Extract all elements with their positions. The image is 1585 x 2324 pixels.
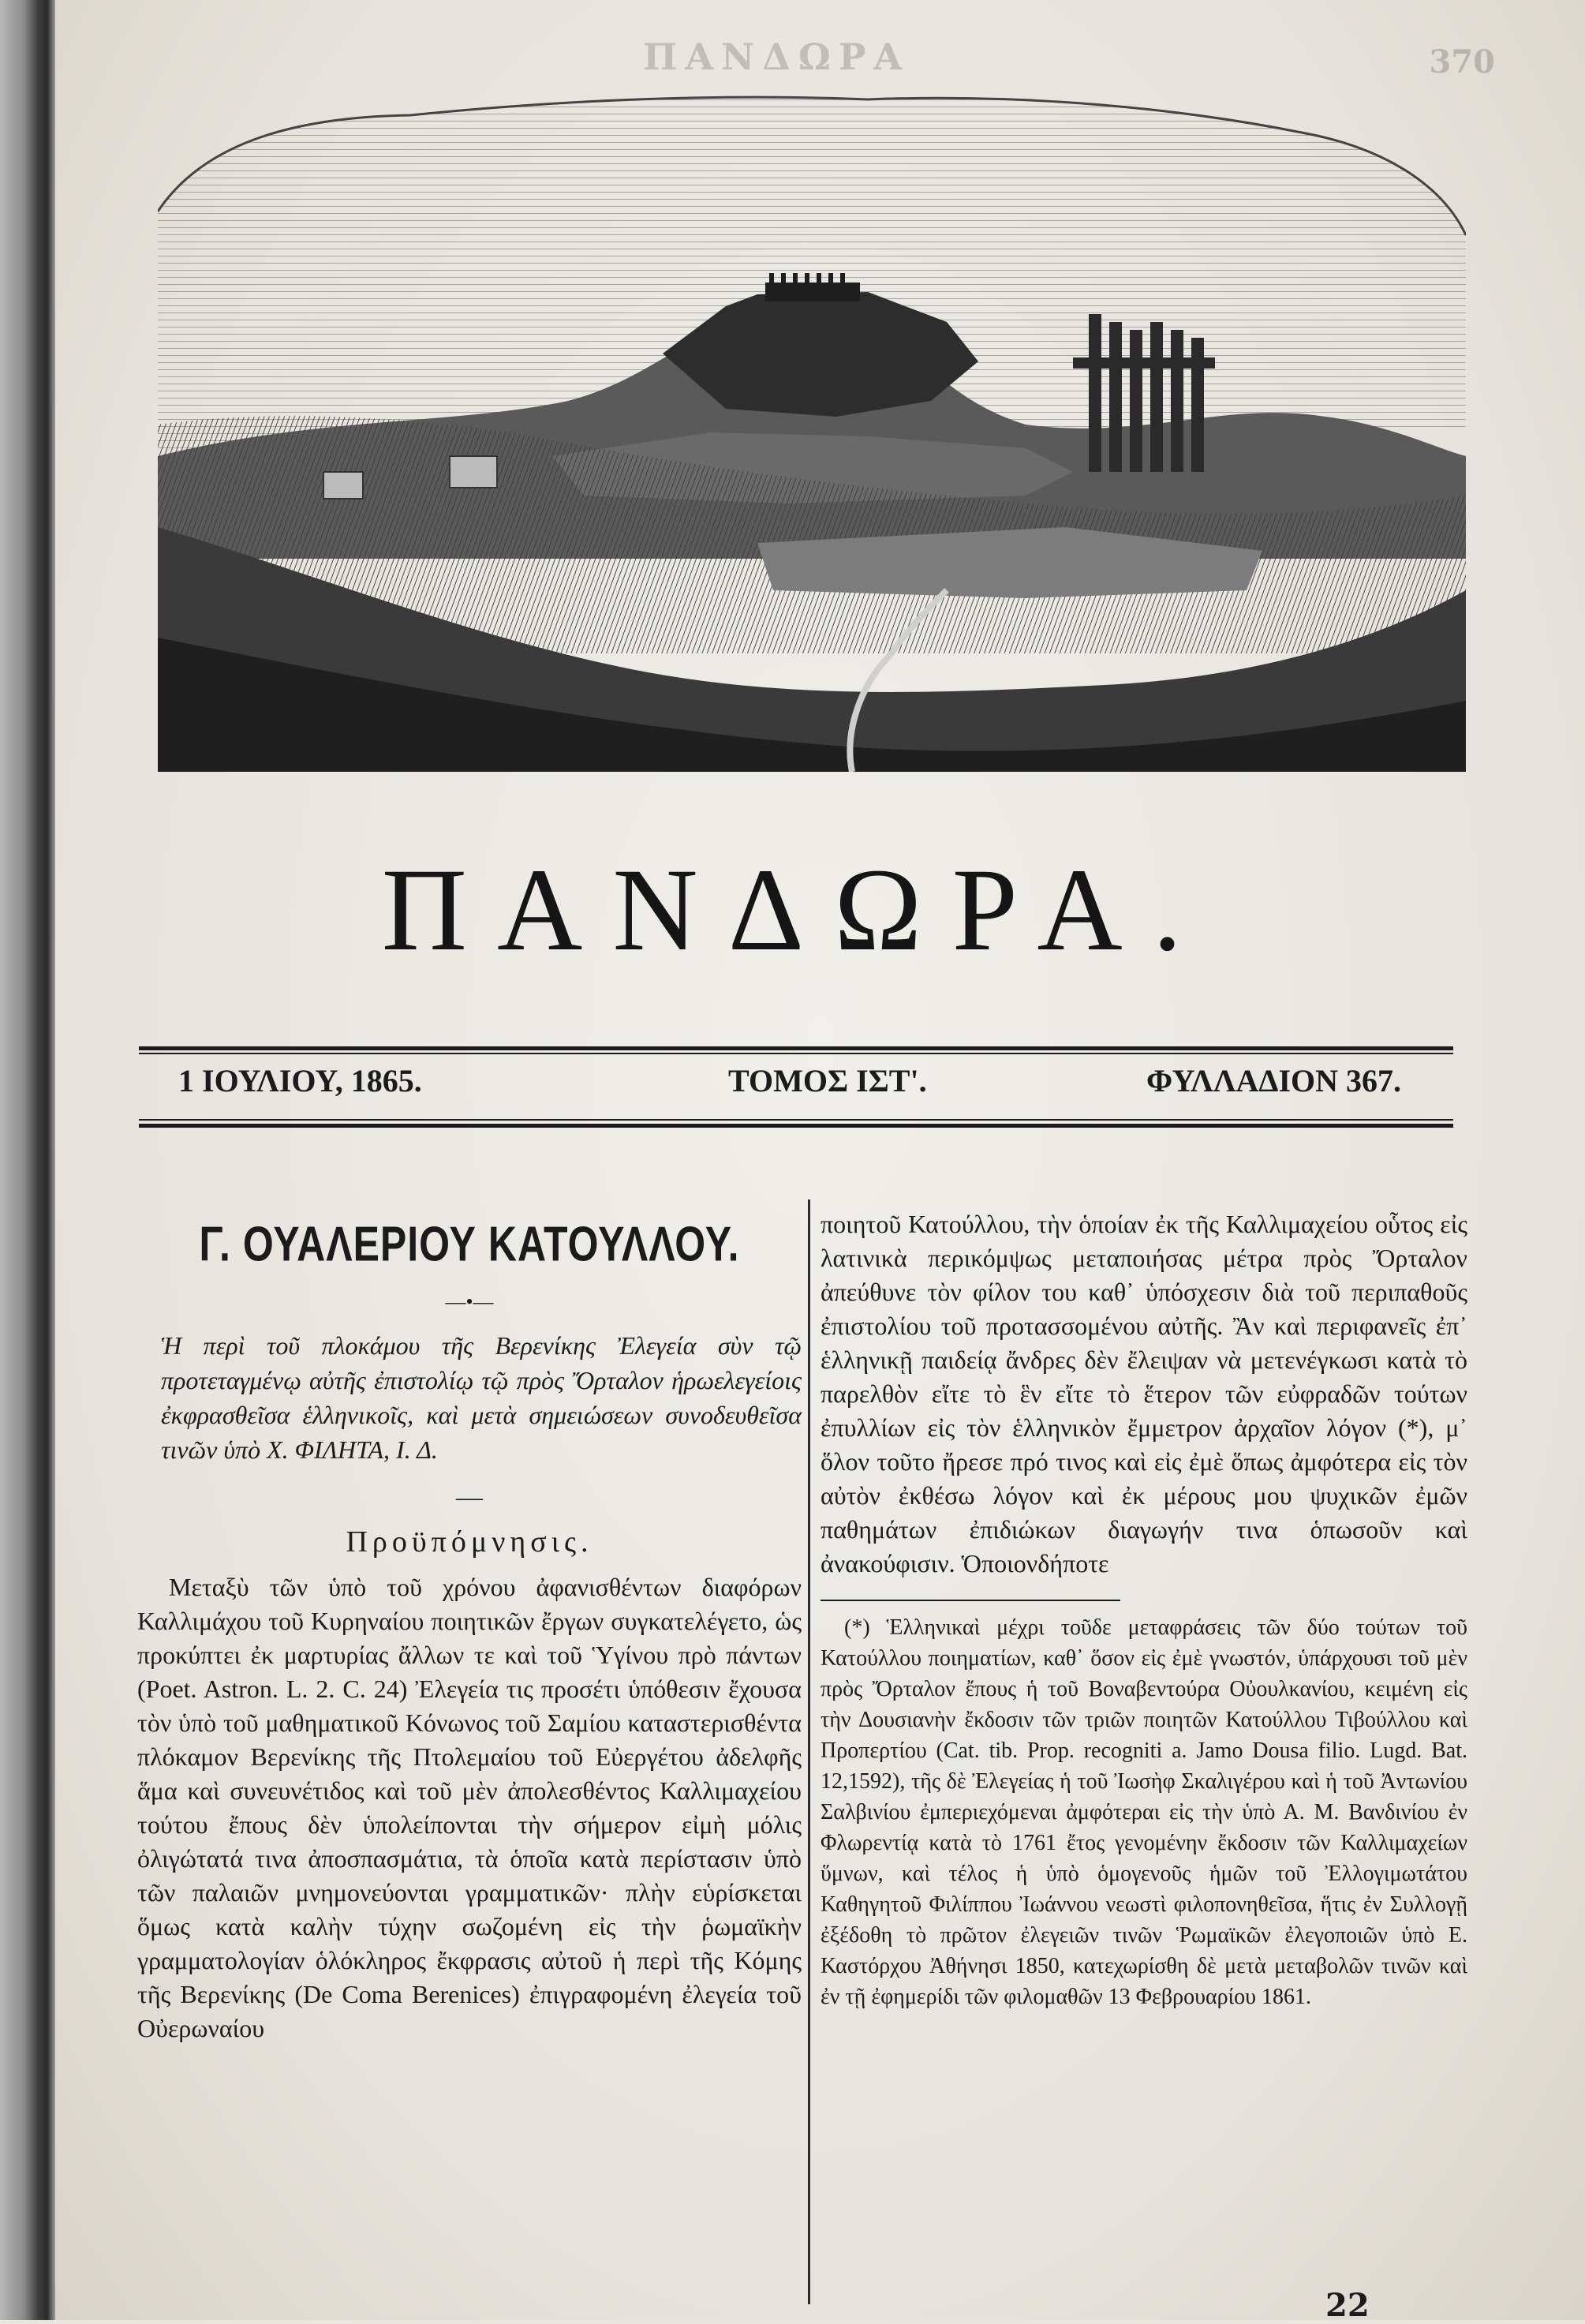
running-head-bleedthrough: ΠΑΝΔΩΡΑ — [643, 36, 910, 78]
article-left-column — [137, 1207, 802, 2045]
title-ornament-icon: —•— — [445, 1290, 494, 1313]
section-heading: Προϋπόμνησις. — [346, 1525, 593, 1559]
section-dash: — — [456, 1483, 483, 1512]
issue-date: 1 ΙΟΥΛΙΟΥ, 1865. — [178, 1063, 422, 1098]
acropolis-landscape-engraving — [158, 85, 1466, 772]
header-rule-bottom — [139, 1124, 1453, 1128]
header-rule-top — [139, 1046, 1453, 1050]
engraving-illustration — [158, 85, 1466, 772]
issue-volume: ΤΟΜΟΣ ΙΣΤ'. — [728, 1063, 927, 1098]
header-rule-bottom-thin — [139, 1119, 1453, 1121]
article-subtitle: Ἡ περὶ τοῦ πλοκάμου τῆς Βερενίκης Ἐλεγεία σὺν τῷ προτεταγμένῳ αὐτῆς ἐπιστολίῳ τῷ πρὸς Ὄρταλον ἡρωελεγείοις ἐκφρασθεῖσα ἑλληνικοῖς, καὶ μετὰ σημειώσεων συνοδευθεῖσα τινῶν ὑπὸ Χ. ΦΙΛΗΤΑ, Ι. Δ. — [161, 1331, 802, 1464]
left-column-body: Μεταξὺ τῶν ὑπὸ τοῦ χρόνου ἀφανισθέντων διαφόρων Καλλιμάχου τοῦ Κυρηναίου ποιητικῶν ἔργων συγκατελέγετο, ὡς προκύπτει ἐκ μαρτυρίας ἄλλων τε καὶ τοῦ Ὑγίνου πρὸ πάντων (Poet. Astron. L. 2. C. 24) Ἐλεγεία τις προσέτι ὑπόθεσιν ἔχουσα τὸν ὑπὸ τοῦ μαθηματικοῦ Κόνωνος τοῦ Σαμίου καταστερισθέντα πλόκαμον Βερενίκης τῆς Πτολεμαίου τοῦ Εὐεργέτου ἀδελφῆς ἅμα καὶ συνευνέτιδος καὶ τοῦ μὲν ἀπολεσθέντος Καλλιμαχείου τούτου ἔπους δὲν ὑπολείπονται τὴν σήμερον εἰμὴ μόλις ὀλιγώτατά τινα ἀποσπασμάτια, τὰ ὁποῖα κατὰ περίστασιν ὑπὸ τῶν παλαιῶν μνημονεύονται γραμματικῶν· πλὴν εὑρίσκεται ὅμως κατὰ καλὴν τύχην σωζομένη εἰς τὴν ῥωμαϊκὴν γραμματολογίαν ὁλόκληρος ἔκφρασις αὐτοῦ ἡ περὶ τῆς Κόμης τῆς Βερενίκης (De Coma Berenices) ἐπιγραφομένη ἐλεγεία τοῦ Οὐερωναίου — [137, 1573, 802, 2042]
article-right-column — [821, 1207, 1467, 2012]
page-number: 370 — [1429, 43, 1495, 80]
footnote: (*) Ἑλληνικαὶ μέχρι τοῦδε μεταφράσεις τῶν δύο τούτων τοῦ Κατούλλου ποιηματίων, καθ᾿ ὅσον εἰς ἐμὲ γνωστόν, ὑπάρχουσι τοῦ μὲν πρὸς Ὄρταλον ἔπους ἡ τοῦ Βοναβεντούρα Οὐουλκανίου, κειμένη εἰς τὴν Δουσιανὴν ἔκδοσιν τῶν τριῶν ποιητῶν Κατούλλου Τιβούλλου καὶ Προπερτίου (Cat. tib. Prop. recogniti a. Jamo Dousa filio. Lugd. Bat. 12,1592), τῆς δὲ Ἐλεγείας ἡ τοῦ Ἰωσὴφ Σκαλιγέρου καὶ ἡ τοῦ Ἀντωνίου Σαλβινίου ἐμπεριεχόμεναι ἀμφότεραι εἰς τὴν ὑπὸ Α. Μ. Βανδινίου ἐν Φλωρεντίᾳ κατὰ τὸ 1761 ἔτος γενομένην ἔκδοσιν τῶν Καλλιμαχείων ὕμνων, καὶ τέλος ἡ ὑπὸ ὁμογενοῦς ἡμῶν τοῦ Ἐλλογιμωτάτου Καθηγητοῦ Φιλίππου Ἰωάννου νεωστὶ φιλοπονηθεῖσα, ἥτις ἐν Συλλογῇ ἐξέδοθη τὸ πρῶτον ἐλεγειῶν τινῶν Ῥωμαϊκῶν ἐλεγοποιῶν ὑπὸ Ε. Καστόρχου Ἀθήνησι 1850, κατεχωρίσθη δὲ μετὰ μεταβολῶν τινῶν καὶ ἐν τῇ ἐφημερίδι τῶν φιλομαθῶν 13 Φεβρουαρίου 1861. — [821, 1615, 1467, 2009]
footnote-rule — [821, 1600, 1120, 1601]
right-column-body: ποιητοῦ Κατούλλου, τὴν ὁποίαν ἐκ τῆς Καλλιμαχείου οὗτος εἰς λατινικὰ περικόμψως μεταποιήσας μέτρα πρὸς Ὄρταλον ἀπεύθυνε τὸν φίλον του καθ᾿ ὑπόσχεσιν διὰ τοῦ περιπαθοῦς ἐπιστολίου τοῦ προτασσομένου αὐτῆς. Ἂν καὶ περιφανεῖς ἐπ᾿ ἑλληνικῇ παιδείᾳ ἄνδρες δὲν ἔλειψαν νὰ μετενέγκωσι κατὰ τὸ παρελθὸν εἴτε τὸ ἓν εἴτε τὸ ἕτερον τῶν εὐφραδῶν τούτων ἐπυλλίων εἰς τὸν ἑλληνικὸν ἔμμετρον ἀρχαῖον λόγον (*), μ᾿ ὅλον τοῦτο ἤρεσε πρό τινος καὶ εἰς ἐμὲ ὅπως ἀμφότερα εἰς τὸν αὐτὸν ἐκθέσω λόγον καὶ ἐκ μέρους μου ψυχικῶν ἐμῶν παθημάτων ἐπιδιώκων διαγωγήν τινα ὁπωσοῦν καὶ ἀνακούφισιν. Ὁποιονδήποτε — [821, 1210, 1467, 1577]
header-rule-top-thin — [139, 1053, 1453, 1054]
book-binding-edge — [0, 0, 55, 2320]
masthead-title: ΠΑΝΔΩΡΑ. — [381, 844, 1213, 975]
issue-number: ΦΥΛΛΑΔΙΟΝ 367. — [1146, 1063, 1402, 1098]
page-signature: 22 — [1325, 2287, 1370, 2324]
issue-info-row — [140, 1062, 1450, 1106]
article-title: Γ. ΟΥΑΛΕΡΙΟΥ ΚΑΤΟΥΛΛΟΥ. — [199, 1216, 740, 1271]
column-divider — [808, 1199, 810, 2304]
